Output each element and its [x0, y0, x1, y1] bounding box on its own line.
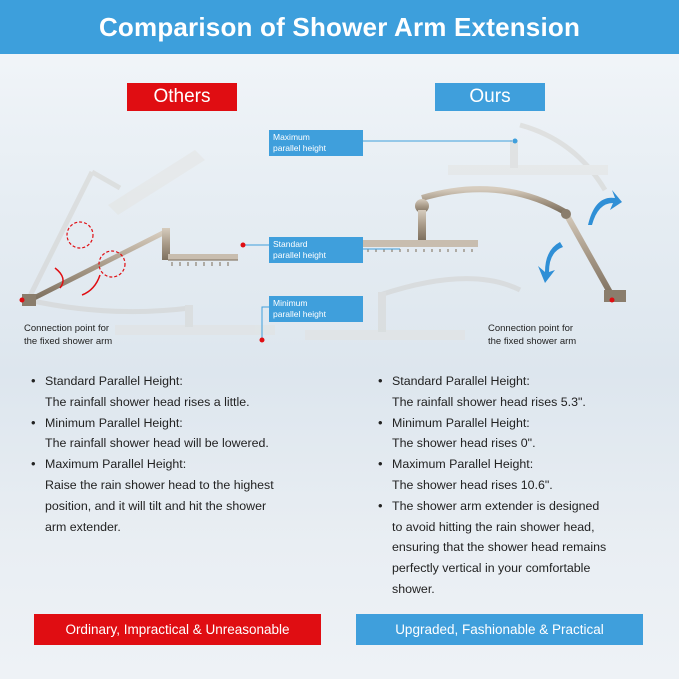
ours-footer-banner	[356, 614, 643, 645]
label-minimum-line2: parallel height	[273, 309, 326, 319]
others-ghost-max	[28, 150, 205, 300]
others-caption-line2: the fixed shower arm	[24, 336, 113, 347]
ours-arm	[348, 189, 626, 302]
list-item: • Maximum Parallel Height: Raise the rain shower head to the highest position, and it will tilt and hit the shower arm extender.	[31, 454, 341, 537]
list-item: • Maximum Parallel Height: The shower head rises 10.6".	[378, 454, 668, 496]
ours-connection-caption	[488, 322, 576, 348]
label-standard-line1: Standard	[273, 239, 308, 249]
list-item: • Minimum Parallel Height: The shower head rises 0".	[378, 413, 668, 455]
ours-footer-text: Upgraded, Fashionable & Practical	[395, 622, 604, 637]
ours-caption-line1: Connection point for	[488, 323, 574, 334]
label-minimum-parallel-height	[269, 296, 363, 322]
label-minimum-line1: Minimum	[273, 298, 308, 308]
others-connection-caption	[24, 322, 112, 348]
others-footer-text: Ordinary, Impractical & Unreasonable	[65, 622, 290, 637]
ours-tag-label: Ours	[469, 86, 511, 107]
list-item: • The shower arm extender is designed to avoid hitting the rain shower head, ensuring that the shower head remains perfectly vertical in your comfortable shower.	[378, 496, 668, 600]
ours-caption-line2: the fixed shower arm	[488, 336, 577, 347]
label-standard-parallel-height	[269, 237, 363, 263]
list-item: • Standard Parallel Height: The rainfall shower head rises a little.	[31, 371, 341, 413]
others-arm	[22, 228, 238, 306]
label-maximum-line1: Maximum	[273, 132, 310, 142]
label-maximum-line2: parallel height	[273, 143, 326, 153]
others-bullet-list	[31, 371, 341, 537]
ours-ghost-max	[448, 125, 608, 190]
label-standard-line2: parallel height	[273, 250, 326, 260]
others-caption-line1: Connection point for	[24, 323, 110, 334]
page-title: Comparison of Shower Arm Extension	[98, 11, 581, 42]
others-footer-banner	[34, 614, 321, 645]
ours-bullet-list	[378, 371, 668, 600]
others-tag-label: Others	[153, 86, 211, 107]
label-maximum-parallel-height	[269, 130, 363, 156]
list-item: • Standard Parallel Height: The rainfall shower head rises 5.3".	[378, 371, 668, 413]
list-item: • Minimum Parallel Height: The rainfall shower head will be lowered.	[31, 413, 341, 455]
